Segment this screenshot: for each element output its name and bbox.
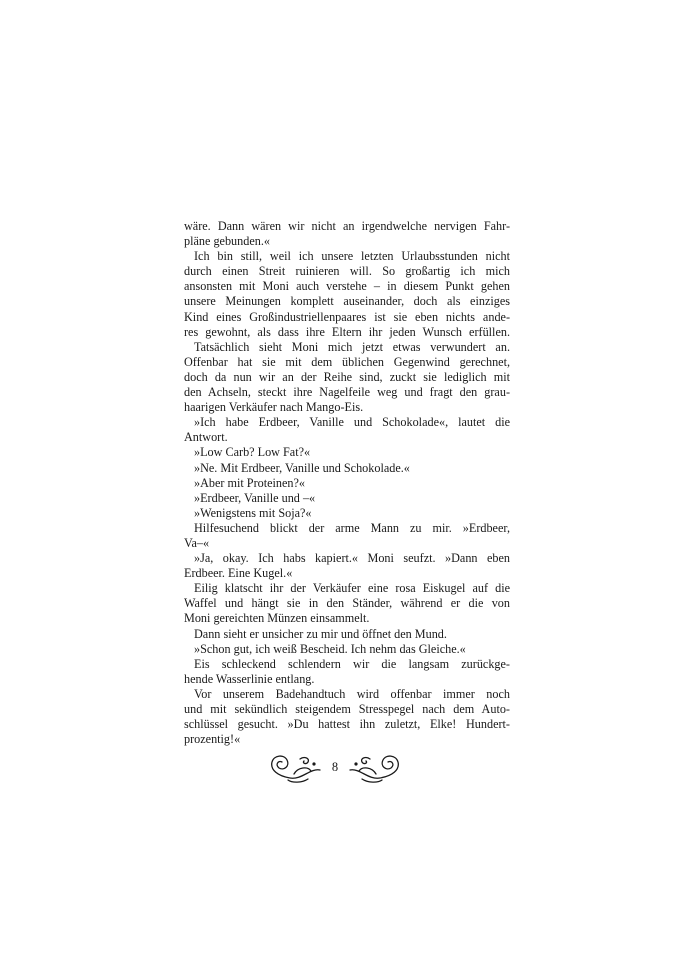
text-line: Eilig klatscht ihr der Verkäufer eine rosa Eiskugel auf die: [194, 581, 510, 596]
text-line: haarigen Verkäufer nach Mango-Eis.: [184, 400, 364, 415]
text-line: »Erdbeer, Vanille und –«: [194, 490, 316, 505]
page-footer: [260, 750, 410, 786]
body-text: [184, 219, 510, 747]
text-line: Moni gereichten Münzen einsammelt.: [184, 611, 370, 626]
text-line: schlüssel gesucht. »Du hattest ihn zuletzt, Elke! Hundert-: [184, 717, 510, 732]
text-line: ansonsten mit Moni auch verstehe – in diesem Punkt gehen: [184, 279, 510, 294]
text-line: doch da nun wir an der Reihe sind, zuckt sie lediglich mit: [184, 369, 510, 384]
text-line: »Ich habe Erdbeer, Vanille und Schokolade«, lautet die: [194, 415, 510, 430]
text-line: Va–«: [184, 535, 210, 550]
text-line: »Wenigstens mit Soja?«: [194, 505, 312, 520]
text-line: Dann sieht er unsicher zu mir und öffnet den Mund.: [194, 626, 447, 641]
text-line: Erdbeer. Eine Kugel.«: [184, 566, 293, 581]
text-line: Kind eines Großindustriellenpaares ist sie eben nichts ande-: [184, 309, 510, 324]
text-line: den Achseln, steckt ihre Nagelfeile weg und fragt den grau-: [184, 385, 510, 400]
text-line: hende Wasserlinie entlang.: [184, 671, 315, 686]
page-number: 8: [331, 760, 339, 774]
text-line: durch einen Streit ruinieren will. So großartig ich mich: [184, 264, 510, 279]
text-line: wäre. Dann wären wir nicht an irgendwelche nervigen Fahr-: [184, 219, 510, 233]
text-line: »Ja, okay. Ich habs kapiert.« Moni seufzt. »Dann eben: [194, 551, 510, 566]
right-flourish-icon: [348, 750, 406, 784]
text-line: pläne gebunden.«: [184, 234, 270, 249]
text-line: »Aber mit Proteinen?«: [194, 475, 306, 490]
text-line: »Ne. Mit Erdbeer, Vanille und Schokolade.«: [194, 460, 410, 475]
text-line: unsere Meinungen komplett auseinander, doch als einziges: [184, 294, 510, 309]
text-line: Eis schleckend schlendern wir die langsam zurückge-: [194, 656, 510, 671]
text-line: res gewohnt, als dass ihre Eltern ihr jeden Wunsch erfüllen.: [184, 324, 510, 339]
text-line: Tatsächlich sieht Moni mich jetzt etwas verwundert an.: [194, 339, 510, 354]
text-line: Waffel und hängt sie in den Ständer, während er die von: [184, 596, 510, 611]
text-line: und mit sekündlich steigendem Stresspegel nach dem Auto-: [184, 702, 510, 716]
text-line: Antwort.: [184, 430, 228, 445]
text-line: »Low Carb? Low Fat?«: [194, 445, 311, 460]
text-line: Vor unserem Badehandtuch wird offenbar immer noch: [194, 686, 510, 701]
text-line: Offenbar hat sie mit dem üblichen Gegenwind gerechnet,: [184, 354, 510, 369]
text-line: prozentig!«: [184, 732, 241, 747]
text-line: Ich bin still, weil ich unsere letzten Urlaubsstunden nicht: [194, 249, 510, 264]
text-line: »Schon gut, ich weiß Bescheid. Ich nehm das Gleiche.«: [194, 641, 466, 656]
text-line: Hilfesuchend blickt der arme Mann zu mir. »Erdbeer,: [194, 520, 510, 535]
